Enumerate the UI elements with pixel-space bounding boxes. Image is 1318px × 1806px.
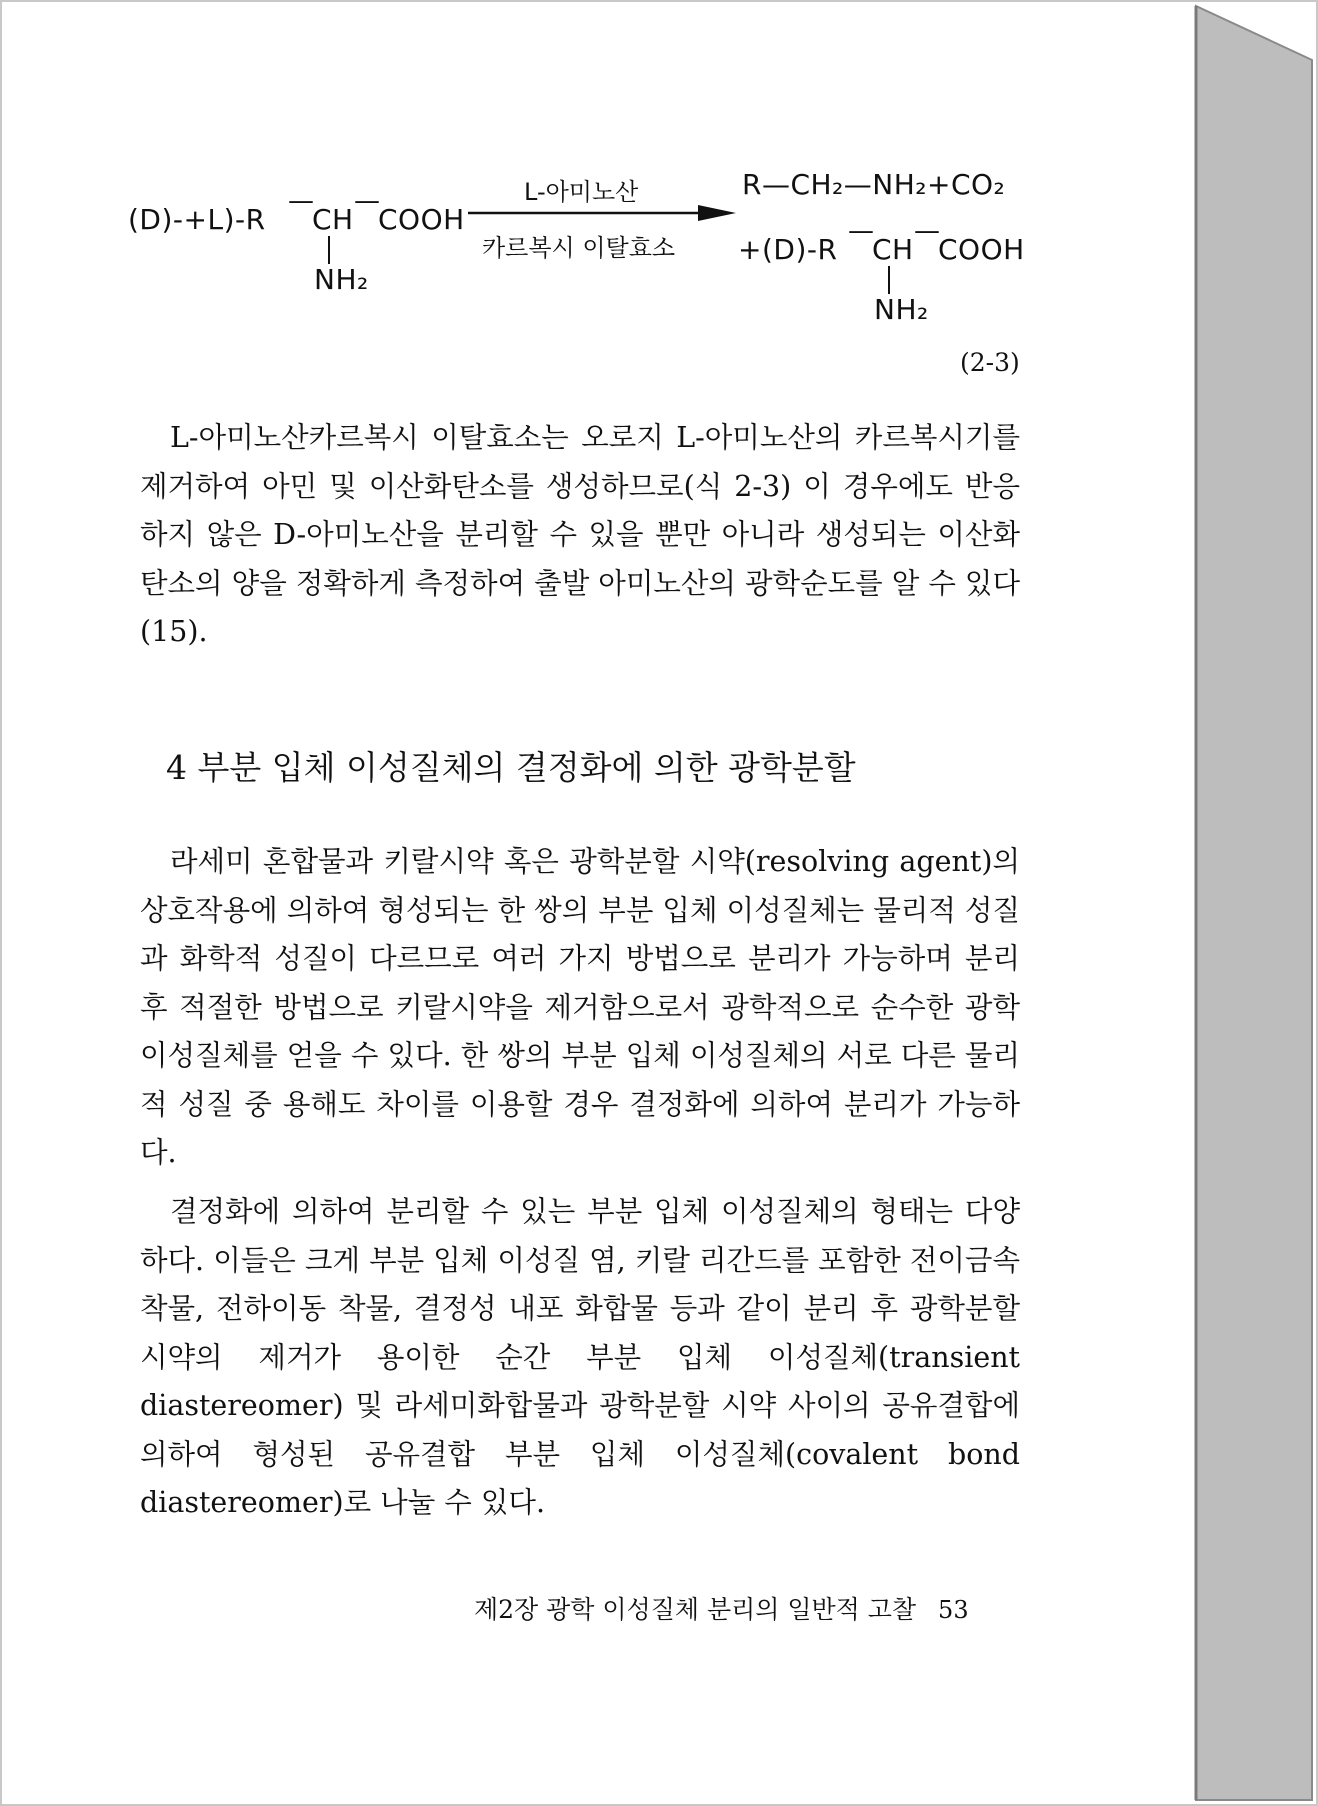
reactant-cooh: COOH [378, 203, 465, 236]
page-number: 53 [938, 1596, 969, 1624]
section-heading: 4 부분 입체 이성질체의 결정화에 의한 광학분할 [166, 748, 856, 787]
reactant-bond-2: — [354, 186, 381, 216]
product-2-vertical-bond [886, 266, 892, 294]
reactant-ch: CH [312, 203, 354, 236]
equation-number: (2-3) [960, 348, 1020, 377]
reactant-prefix: (D)-+L)-R [128, 203, 266, 236]
paragraph-2: 라세미 혼합물과 키랄시약 혹은 광학분할 시약(resolving agent)의 상호작용에 의하여 형성되는 한 쌍의 부분 입체 이성질체는 물리적 성질과 화학적 성질이 다르므로 여러 가지 방법으로 분리가 가능하며 분리 후 적절한 방법으로 키랄시약을 제거함으로서 광학적으로 순수한 광학 이성질체를 얻을 수 있다. 한 쌍의 부분 입체 이성질체의 서로 다른 물리적 성질 중 용해도 차이를 이용할 경우 결정화에 의하여 분리가 가능하다. [140, 845, 1020, 1169]
reactant-nh2: NH₂ [314, 263, 369, 296]
product-1: R—CH₂—NH₂+CO₂ [742, 168, 1006, 201]
paragraph-1: L-아미노산카르복시 이탈효소는 오로지 L-아미노산의 카르복시기를 제거하여 아민 및 이산화탄소를 생성하므로(식 2-3) 이 경우에도 반응하지 않은 D-아미노산을 분리할 수 있을 뿐만 아니라 생성되는 이산화탄소의 양을 정확하게 측정하여 출발 아미노산의 광학순도를 알 수 있다(15). [140, 421, 1020, 648]
arrow-label-bottom: 카르복시 이탈효소 [482, 234, 676, 262]
running-head: 제2장 광학 이성질체 분리의 일반적 고찰 [474, 1595, 917, 1624]
arrow-label-top: L-아미노산 [524, 178, 639, 206]
product-2-ch: CH [872, 233, 914, 266]
product-2-cooh: COOH [938, 233, 1025, 266]
product-2-bond: — [848, 216, 875, 246]
product-2-nh2: NH₂ [874, 293, 929, 326]
reactant-vertical-bond [326, 236, 332, 264]
paragraph-3: 결정화에 의하여 분리할 수 있는 부분 입체 이성질체의 형태는 다양하다. 이들은 크게 부분 입체 이성질 염, 키랄 리간드를 포함한 전이금속 착물, 전하이동 착물, 결정성 내포 화합물 등과 같이 분리 후 광학분할 시약의 제거가 용이한 순간 부분 입체 이성질체(transient diastereomer) 및 라세미화합물과 광학분할 시약 사이의 공유결합에 의하여 형성된 공유결합 부분 입체 이성질체(covalent bond diastereomer)로 나눌 수 있다. [140, 1195, 1020, 1519]
reaction-arrow [468, 202, 738, 224]
reactant-bond: — [288, 186, 315, 216]
product-2-prefix: +(D)-R [738, 233, 838, 266]
page-footer [474, 1590, 969, 1626]
product-2-bond-2: — [914, 216, 941, 246]
